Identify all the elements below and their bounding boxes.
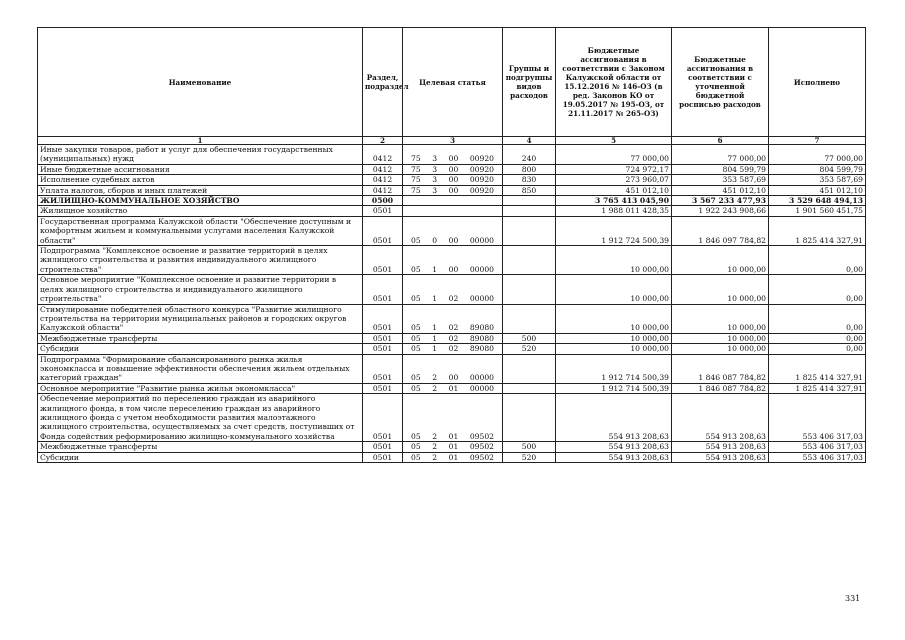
- target-code-part: 05: [411, 431, 421, 441]
- table-row: [38, 452, 866, 462]
- row-group: 520: [503, 452, 556, 462]
- row-law-amount: 10 000,00: [556, 344, 672, 354]
- target-code-part: 00920: [469, 185, 494, 195]
- header-row: [38, 28, 866, 137]
- row-name: Межбюджетные трансферты: [38, 333, 363, 343]
- row-law-amount: 1 912 714 500,39: [556, 354, 672, 383]
- row-name: Иные бюджетные ассигнования: [38, 164, 363, 174]
- row-law-amount: 724 972,17: [556, 164, 672, 174]
- row-group: [503, 246, 556, 275]
- row-name: ЖИЛИЩНО-КОММУНАЛЬНОЕ ХОЗЯЙСТВО: [38, 196, 363, 206]
- row-target-code: [403, 145, 503, 165]
- row-executed-amount: 77 000,00: [769, 145, 866, 165]
- row-refined-amount: 804 599,79: [672, 164, 769, 174]
- row-group: 520: [503, 344, 556, 354]
- row-section: 0501: [363, 354, 403, 383]
- target-code-parts: [405, 265, 500, 274]
- header-executed: Исполнено: [769, 28, 866, 137]
- col-number: 6: [672, 137, 769, 145]
- table-row: [38, 333, 866, 343]
- target-code-parts: [405, 294, 500, 303]
- row-refined-amount: 554 913 208,63: [672, 394, 769, 442]
- target-code-part: 2: [432, 452, 438, 462]
- row-refined-amount: 1 846 087 784,82: [672, 383, 769, 393]
- row-section: 0412: [363, 145, 403, 165]
- row-target-code: [403, 164, 503, 174]
- row-section: 0500: [363, 196, 403, 206]
- table-row: [38, 185, 866, 195]
- target-code-part: 00: [448, 175, 459, 185]
- target-code-part: 00920: [469, 164, 494, 174]
- row-target-code: [403, 196, 503, 206]
- row-section: 0501: [363, 394, 403, 442]
- row-refined-amount: 10 000,00: [672, 246, 769, 275]
- row-executed-amount: 0,00: [769, 344, 866, 354]
- table-row: [38, 394, 866, 442]
- row-law-amount: 451 012,10: [556, 185, 672, 195]
- target-code-part: 00000: [469, 264, 494, 274]
- target-code-part: 00920: [469, 154, 494, 164]
- target-code-parts: [405, 154, 500, 163]
- column-number-row: [38, 137, 866, 145]
- target-code-part: 05: [411, 264, 421, 274]
- target-code-part: 05: [411, 383, 421, 393]
- row-target-code: [403, 216, 503, 245]
- target-code-part: 01: [448, 383, 459, 393]
- table-row: [38, 442, 866, 452]
- table-row: [38, 246, 866, 275]
- row-section: 0412: [363, 185, 403, 195]
- col-number: 3: [403, 137, 503, 145]
- row-group: [503, 383, 556, 393]
- target-code-part: 05: [411, 294, 421, 304]
- row-group: [503, 304, 556, 333]
- target-code-part: 05: [411, 333, 421, 343]
- row-target-code: [403, 304, 503, 333]
- header-name: Наименование: [38, 28, 363, 137]
- row-law-amount: 273 960,07: [556, 175, 672, 185]
- target-code-part: 75: [411, 175, 421, 185]
- row-law-amount: 1 988 011 428,35: [556, 206, 672, 216]
- table-row: [38, 383, 866, 393]
- col-number: 1: [38, 137, 363, 145]
- target-code-part: 75: [411, 154, 421, 164]
- target-code-part: 89080: [469, 323, 494, 333]
- row-refined-amount: 1 846 097 784,82: [672, 216, 769, 245]
- target-code-part: 1: [432, 264, 438, 274]
- target-code-part: 09502: [469, 431, 494, 441]
- row-name: Стимулирование победителей областного конкурса "Развитие жилищного строительства на территории муниципальных районов и городских округов Калужской области": [38, 304, 363, 333]
- row-target-code: [403, 206, 503, 216]
- row-target-code: [403, 185, 503, 195]
- row-law-amount: 10 000,00: [556, 275, 672, 304]
- row-refined-amount: 10 000,00: [672, 344, 769, 354]
- row-group: [503, 275, 556, 304]
- row-section: 0501: [363, 275, 403, 304]
- row-law-amount: 554 913 208,63: [556, 442, 672, 452]
- table-row: [38, 196, 866, 206]
- row-executed-amount: 553 406 317,03: [769, 452, 866, 462]
- row-refined-amount: 451 012,10: [672, 185, 769, 195]
- target-code-part: 00: [448, 185, 459, 195]
- row-executed-amount: 3 529 648 494,13: [769, 196, 866, 206]
- table-row: [38, 275, 866, 304]
- target-code-parts: [405, 453, 500, 462]
- target-code-part: 89080: [469, 333, 494, 343]
- table-row: [38, 354, 866, 383]
- target-code-part: 2: [432, 431, 438, 441]
- target-code-part: 02: [448, 323, 459, 333]
- row-executed-amount: 1 825 414 327,91: [769, 354, 866, 383]
- table-row: [38, 206, 866, 216]
- target-code-parts: [405, 334, 500, 343]
- target-code-part: 00: [448, 264, 459, 274]
- row-target-code: [403, 442, 503, 452]
- col-number: 7: [769, 137, 866, 145]
- row-group: 830: [503, 175, 556, 185]
- target-code-parts: [405, 165, 500, 174]
- row-group: 500: [503, 442, 556, 452]
- row-refined-amount: 10 000,00: [672, 304, 769, 333]
- row-name: Подпрограмма "Комплексное освоение и развитие территорий в целях жилищного строительства и развития индивидуального жилищного строительства": [38, 246, 363, 275]
- row-section: 0501: [363, 383, 403, 393]
- target-code-part: 1: [432, 344, 438, 354]
- row-name: Межбюджетные трансферты: [38, 442, 363, 452]
- row-target-code: [403, 246, 503, 275]
- row-executed-amount: 553 406 317,03: [769, 442, 866, 452]
- row-target-code: [403, 354, 503, 383]
- target-code-part: 02: [448, 344, 459, 354]
- row-target-code: [403, 333, 503, 343]
- target-code-part: 1: [432, 333, 438, 343]
- row-law-amount: 554 913 208,63: [556, 394, 672, 442]
- row-group: [503, 216, 556, 245]
- target-code-parts: [405, 323, 500, 332]
- row-law-amount: 10 000,00: [556, 333, 672, 343]
- row-name: Подпрограмма "Формирование сбалансированного рынка жилья экономкласса и повышение эффективности обеспечения жильем отдельных категорий граждан": [38, 354, 363, 383]
- row-group: [503, 354, 556, 383]
- row-refined-amount: 10 000,00: [672, 275, 769, 304]
- row-group: 850: [503, 185, 556, 195]
- row-name: Исполнение судебных актов: [38, 175, 363, 185]
- header-refined-appropriations: Бюджетные ассигнования в соответствии с уточненной бюджетной росписью расходов: [672, 28, 769, 137]
- row-executed-amount: 0,00: [769, 275, 866, 304]
- row-executed-amount: 1 825 414 327,91: [769, 383, 866, 393]
- row-target-code: [403, 394, 503, 442]
- row-section: 0501: [363, 246, 403, 275]
- header-groups: Группы и подгруппы видов расходов: [503, 28, 556, 137]
- page-number: 331: [845, 594, 861, 603]
- row-law-amount: 1 912 714 500,39: [556, 383, 672, 393]
- row-refined-amount: 554 913 208,63: [672, 442, 769, 452]
- row-section: 0501: [363, 452, 403, 462]
- target-code-part: 2: [432, 373, 438, 383]
- row-section: 0501: [363, 304, 403, 333]
- row-name: Жилищное хозяйство: [38, 206, 363, 216]
- target-code-part: 1: [432, 294, 438, 304]
- target-code-parts: [405, 384, 500, 393]
- target-code-part: 00: [448, 235, 459, 245]
- row-law-amount: 1 912 724 500,39: [556, 216, 672, 245]
- target-code-part: 05: [411, 442, 421, 452]
- target-code-part: 05: [411, 235, 421, 245]
- target-code-part: 00000: [469, 383, 494, 393]
- table-row: [38, 216, 866, 245]
- table-row: [38, 344, 866, 354]
- row-name: Субсидии: [38, 452, 363, 462]
- row-name: Иные закупки товаров, работ и услуг для обеспечения государственных (муниципальных) нужд: [38, 145, 363, 165]
- target-code-part: 75: [411, 185, 421, 195]
- target-code-part: 00000: [469, 294, 494, 304]
- row-law-amount: 77 000,00: [556, 145, 672, 165]
- row-section: 0501: [363, 216, 403, 245]
- row-law-amount: 3 765 413 045,90: [556, 196, 672, 206]
- target-code-part: 00: [448, 164, 459, 174]
- target-code-part: 01: [448, 442, 459, 452]
- target-code-part: 01: [448, 452, 459, 462]
- target-code-part: 00000: [469, 373, 494, 383]
- target-code-part: 00: [448, 154, 459, 164]
- row-group: 500: [503, 333, 556, 343]
- table-body: [38, 145, 866, 463]
- row-executed-amount: 0,00: [769, 246, 866, 275]
- header-section: Раздел, подраздел: [363, 28, 403, 137]
- target-code-parts: [405, 344, 500, 353]
- row-section: 0412: [363, 164, 403, 174]
- target-code-parts: [405, 442, 500, 451]
- target-code-parts: [405, 175, 500, 184]
- target-code-parts: [405, 373, 500, 382]
- budget-table: [37, 27, 866, 463]
- target-code-part: 01: [448, 431, 459, 441]
- row-law-amount: 10 000,00: [556, 304, 672, 333]
- target-code-part: 02: [448, 294, 459, 304]
- row-name: Основное мероприятие "Развитие рынка жилья экономкласса": [38, 383, 363, 393]
- table-row: [38, 164, 866, 174]
- row-executed-amount: 353 587,69: [769, 175, 866, 185]
- header-law-appropriations: Бюджетные ассигнования в соответствии с Законом Калужской области от 15.12.2016 № 146-ОЗ (в ред. Законов КО от 19.05.2017 № 195-ОЗ, от 21.11.2017 № 265-ОЗ): [556, 28, 672, 137]
- table-row: [38, 145, 866, 165]
- row-executed-amount: 1 901 560 451,75: [769, 206, 866, 216]
- row-name: Основное мероприятие "Комплексное освоение и развитие территории в целях жилищного строительства и индивидуального жилищного строительства": [38, 275, 363, 304]
- table-row: [38, 304, 866, 333]
- row-refined-amount: 77 000,00: [672, 145, 769, 165]
- row-refined-amount: 1 846 087 784,82: [672, 354, 769, 383]
- col-number: 4: [503, 137, 556, 145]
- row-section: 0501: [363, 333, 403, 343]
- row-executed-amount: 804 599,79: [769, 164, 866, 174]
- target-code-part: 05: [411, 452, 421, 462]
- row-target-code: [403, 275, 503, 304]
- target-code-part: 09502: [469, 452, 494, 462]
- row-section: 0412: [363, 175, 403, 185]
- header-target: Целевая статья: [403, 28, 503, 137]
- row-executed-amount: 1 825 414 327,91: [769, 216, 866, 245]
- row-name: Государственная программа Калужской области "Обеспечение доступным и комфортным жильем и коммунальными услугами населения Калужской области": [38, 216, 363, 245]
- target-code-part: 3: [432, 154, 438, 164]
- target-code-part: 05: [411, 323, 421, 333]
- target-code-part: 00920: [469, 175, 494, 185]
- row-name: Уплата налогов, сборов и иных платежей: [38, 185, 363, 195]
- row-refined-amount: 353 587,69: [672, 175, 769, 185]
- row-executed-amount: 451 012,10: [769, 185, 866, 195]
- target-code-part: 3: [432, 175, 438, 185]
- target-code-parts: [405, 432, 500, 441]
- row-target-code: [403, 175, 503, 185]
- target-code-part: 89080: [469, 344, 494, 354]
- target-code-part: 2: [432, 383, 438, 393]
- target-code-parts: [405, 186, 500, 195]
- row-group: 800: [503, 164, 556, 174]
- target-code-part: 0: [432, 235, 438, 245]
- row-group: [503, 206, 556, 216]
- target-code-part: 3: [432, 164, 438, 174]
- row-executed-amount: 553 406 317,03: [769, 394, 866, 442]
- target-code-part: 09502: [469, 442, 494, 452]
- row-refined-amount: 10 000,00: [672, 333, 769, 343]
- target-code-part: 05: [411, 373, 421, 383]
- row-group: 240: [503, 145, 556, 165]
- col-number: 2: [363, 137, 403, 145]
- row-law-amount: 554 913 208,63: [556, 452, 672, 462]
- row-refined-amount: 3 567 233 477,93: [672, 196, 769, 206]
- target-code-parts: [405, 236, 500, 245]
- target-code-part: 2: [432, 442, 438, 452]
- target-code-part: 1: [432, 323, 438, 333]
- budget-table-sheet: [37, 27, 865, 463]
- row-refined-amount: 554 913 208,63: [672, 452, 769, 462]
- target-code-part: 02: [448, 333, 459, 343]
- row-name: Субсидии: [38, 344, 363, 354]
- row-section: 0501: [363, 206, 403, 216]
- row-executed-amount: 0,00: [769, 304, 866, 333]
- row-section: 0501: [363, 442, 403, 452]
- row-group: [503, 394, 556, 442]
- target-code-part: 00: [448, 373, 459, 383]
- target-code-part: 05: [411, 344, 421, 354]
- col-number: 5: [556, 137, 672, 145]
- table-row: [38, 175, 866, 185]
- row-group: [503, 196, 556, 206]
- target-code-part: 00000: [469, 235, 494, 245]
- row-executed-amount: 0,00: [769, 333, 866, 343]
- row-name: Обеспечение мероприятий по переселению граждан из аварийного жилищного фонда, в том числе переселению граждан из аварийного жилищного фонда с учетом необходимости развития малоэтажного жилищного строительства, осуществляемых за счет средств, поступивших от Фонда содействия реформированию жилищно-коммунального хозяйства: [38, 394, 363, 442]
- row-target-code: [403, 383, 503, 393]
- row-section: 0501: [363, 344, 403, 354]
- row-target-code: [403, 452, 503, 462]
- row-target-code: [403, 344, 503, 354]
- target-code-part: 3: [432, 185, 438, 195]
- row-law-amount: 10 000,00: [556, 246, 672, 275]
- row-refined-amount: 1 922 243 908,66: [672, 206, 769, 216]
- target-code-part: 75: [411, 164, 421, 174]
